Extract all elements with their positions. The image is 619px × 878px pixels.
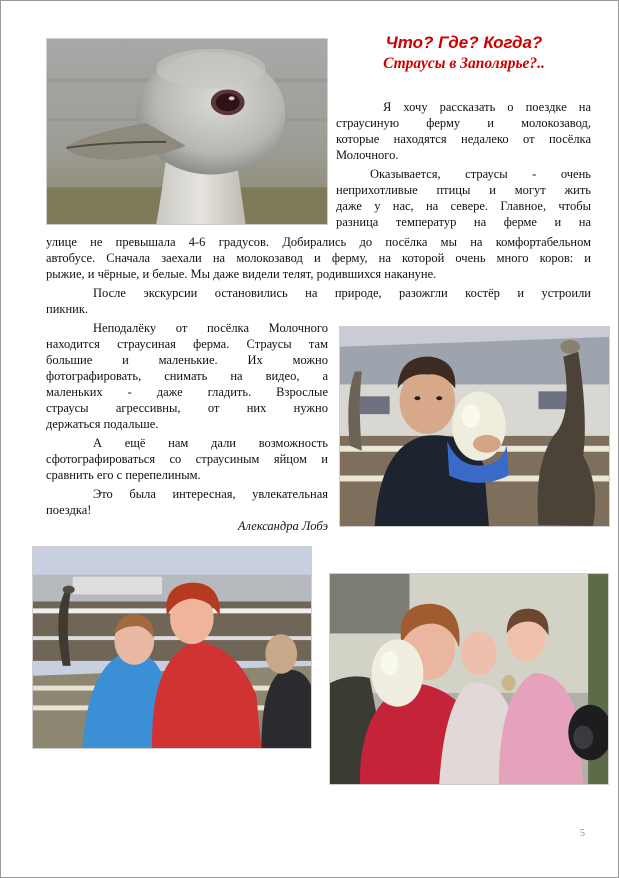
ostrich-head-photo — [46, 38, 328, 225]
text-line: сфотографироваться со страусиным яйцом и — [46, 452, 328, 466]
text-line: страусиную ферму и молокозавод, — [336, 116, 591, 130]
text-line: даже у нас, на севере. Главное, чтобы — [336, 199, 591, 213]
text-line: После экскурсии остановились на природе, разожгли костёр и устроили — [93, 286, 591, 300]
girls-with-ostrich-egg-photo — [329, 573, 609, 785]
page-number: 5 — [580, 828, 585, 839]
text-line: держаться подальше. — [46, 417, 159, 431]
article-title: Что? Где? Когда? — [385, 33, 543, 52]
text-line: поездка! — [46, 503, 92, 517]
text-line: сравнить его с перепелиным. — [46, 468, 201, 482]
text-line: неприхотливые птицы и могут жить — [336, 183, 591, 197]
text-line: находится страусиная ферма. Страусы там — [46, 337, 328, 351]
text-line: Оказывается, страусы - очень — [370, 167, 591, 181]
article-subtitle: Страусы в Заполярье?.. — [383, 55, 545, 72]
women-at-farm-photo — [32, 546, 312, 749]
text-line: Молочного. — [336, 148, 399, 162]
boy-with-ostrich-egg-photo — [339, 326, 610, 527]
text-line: которые находятся недалеко от посёлка — [336, 132, 591, 146]
text-line: Это была интересная, увлекательная — [93, 487, 328, 501]
text-line: маленьких - даже гладить. Взрослые — [46, 385, 328, 399]
text-line: пикник. — [46, 302, 89, 316]
text-line: улице не превышала 4-6 градусов. Добирались до посёлка мы на комфортабельном — [46, 235, 591, 249]
text-line: фотографировать, снимать на видео, а — [46, 369, 328, 383]
text-line: страусы агрессивны, от них нужно — [46, 401, 328, 415]
text-line: Неподалёку от посёлка Молочного — [93, 321, 328, 335]
text-line: рыжие, и чёрные, и белые. Мы даже видели телят, родившихся накануне. — [46, 267, 437, 281]
text-line: автобусе. Сначала заехали на молокозавод и ферму, на которой очень много коров: и — [46, 251, 591, 265]
author-signature: Александра Лобэ — [237, 519, 328, 533]
text-line: разница температур на ферме и на — [336, 215, 591, 229]
text-line: большие и маленькие. Их можно — [46, 353, 328, 367]
text-line: Я хочу рассказать о поездке на — [383, 100, 591, 114]
text-line: А ещё нам дали возможность — [93, 436, 328, 450]
